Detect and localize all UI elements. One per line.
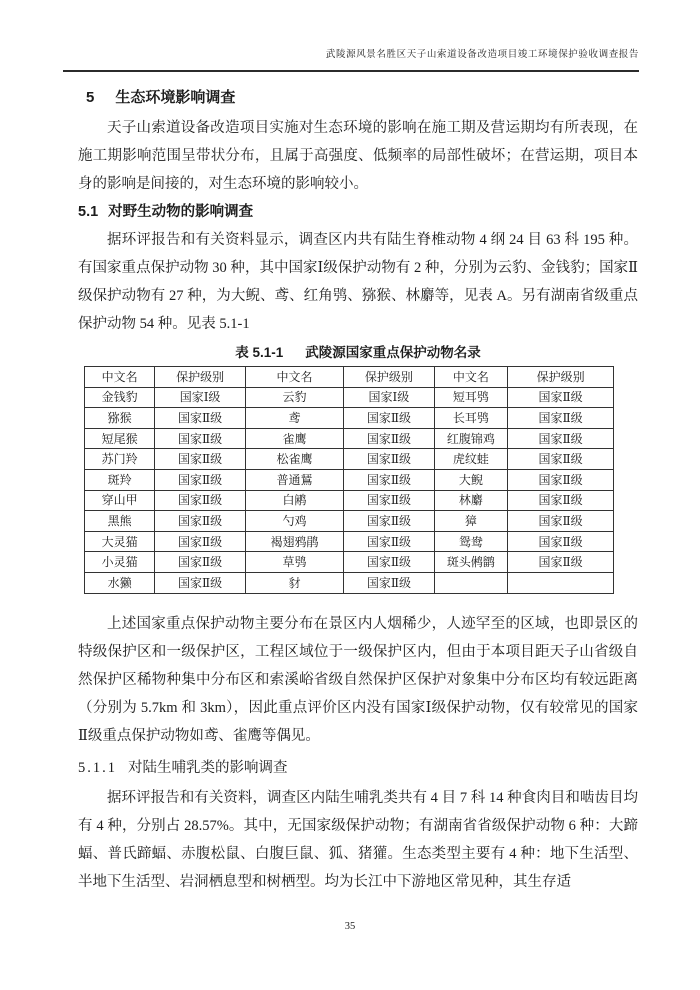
table-row	[85, 408, 614, 429]
table-cell: 红腹锦鸡	[434, 428, 508, 449]
table-row	[85, 449, 614, 470]
section-5-heading	[86, 88, 638, 108]
table-row	[85, 511, 614, 532]
protected-animals-table	[84, 366, 614, 594]
table-cell: 国家Ⅱ级	[155, 572, 245, 593]
page-content	[78, 82, 638, 896]
table-cell: 国家Ⅱ级	[155, 449, 245, 470]
table-cell: 长耳鸮	[434, 408, 508, 429]
table-cell: 雀鹰	[245, 428, 343, 449]
table-row	[85, 531, 614, 552]
table-cell: 短尾猴	[85, 428, 155, 449]
table-cell: 国家Ⅱ级	[155, 469, 245, 490]
table-cell: 小灵猫	[85, 552, 155, 573]
section-5-1-1-title: 对陆生哺乳类的影响调查	[128, 759, 288, 776]
table-cell: 斑头鸺鹠	[434, 552, 508, 573]
table-cell: 穿山甲	[85, 490, 155, 511]
table-cell: 国家Ⅱ级	[344, 490, 434, 511]
table-cell: 国家Ⅱ级	[155, 428, 245, 449]
table-row	[85, 428, 614, 449]
paragraph-mammals-survey: 据环评报告和有关资料，调查区内陆生哺乳类共有 4 目 7 科 14 种食肉目和啮齿目均有 4 种，分别占 28.57%。其中，无国家级保护动物；有湖南省省级保护动物 6 种：大蹄蝠、普氏蹄蝠、赤腹松鼠、白腹巨鼠、狐、猪獾。生态类型主要有 4 种：地下生活型、半地下生活型、岩洞栖息型和树栖型。均为长江中下游地区常见种，其生存适	[78, 789, 638, 890]
table-cell: 普通鵟	[245, 469, 343, 490]
table-cell: 林麝	[434, 490, 508, 511]
table-cell: 大鲵	[434, 469, 508, 490]
table-cell: 鸳鸯	[434, 531, 508, 552]
table-cell: 苏门羚	[85, 449, 155, 470]
table-cell: 国家Ⅱ级	[344, 511, 434, 532]
table-cell: 国家Ⅱ级	[508, 408, 614, 429]
table-cell: 国家Ⅱ级	[344, 531, 434, 552]
running-header-title: 武陵源风景名胜区天子山索道设备改造项目竣工环境保护验收调查报告	[325, 50, 639, 60]
table-cell: 国家Ⅱ级	[155, 531, 245, 552]
table-header-cell: 保护级别	[508, 367, 614, 388]
table-header-cell: 中文名	[245, 367, 343, 388]
table-cell: 松雀鹰	[245, 449, 343, 470]
table-header-cell: 中文名	[434, 367, 508, 388]
table-header-cell: 保护级别	[155, 367, 245, 388]
table-cell: 虎纹蛙	[434, 449, 508, 470]
table-cell: 褐翅鸦鹃	[245, 531, 343, 552]
table-cell: 国家Ⅱ级	[508, 469, 614, 490]
table-caption-title: 武陵源国家重点保护动物名录	[305, 345, 481, 360]
page-number: 35	[344, 921, 356, 932]
table-cell: 国家Ⅱ级	[508, 490, 614, 511]
running-header	[64, 46, 639, 60]
table-cell: 国家Ⅱ级	[508, 552, 614, 573]
table-cell: 水獭	[85, 572, 155, 593]
table-row	[85, 387, 614, 408]
table-cell: 勺鸡	[245, 511, 343, 532]
table-cell: 草鸮	[245, 552, 343, 573]
table-cell: 短耳鸮	[434, 387, 508, 408]
table-cell: 国家Ⅱ级	[155, 511, 245, 532]
table-row	[85, 572, 614, 593]
section-5-title: 生态环境影响调查	[115, 89, 236, 106]
header-rule	[63, 70, 639, 72]
table-header-cell: 中文名	[85, 367, 155, 388]
table-caption	[78, 345, 638, 361]
table-cell: 国家Ⅱ级	[508, 449, 614, 470]
paragraph-distribution-analysis: 上述国家重点保护动物主要分布在景区内人烟稀少，人迹罕至的区域，也即景区的特级保护区和一级保护区，工程区域位于一级保护区内，但由于本项目距天子山省级自然保护区稀物种集中分布区和索溪峪省级自然保护区保护对象集中分布区均有较远距离（分别为 5.7km 和 3km），因此重点评价区内没有国家Ⅰ级保护动物，仅有较常见的国家Ⅱ级重点保护动物如鸢、雀鹰等偶见。	[78, 615, 638, 744]
table-cell: 国家Ⅱ级	[155, 552, 245, 573]
table-cell: 国家Ⅱ级	[344, 552, 434, 573]
table-cell: 黑熊	[85, 511, 155, 532]
table-cell: 国家Ⅱ级	[508, 511, 614, 532]
table-cell: 国家Ⅱ级	[344, 408, 434, 429]
table-cell: 斑羚	[85, 469, 155, 490]
paragraph-wildlife-survey: 据环评报告和有关资料显示，调查区内共有陆生脊椎动物 4 纲 24 目 63 科 195 种。有国家重点保护动物 30 种，其中国家Ⅰ级保护动物有 2 种，分别为云豹、金钱豹；国家Ⅱ级保护动物有 27 种，为大鲵、鸢、红角鸮、猕猴、林麝等，见表 A。另有湖南省级重点保护动物 54 种。见表 5.1-1	[78, 232, 638, 332]
table-cell: 国家Ⅱ级	[508, 531, 614, 552]
table-cell	[434, 572, 508, 593]
table-cell: 大灵猫	[85, 531, 155, 552]
table-cell: 国家Ⅱ级	[508, 387, 614, 408]
table-cell: 国家Ⅱ级	[344, 469, 434, 490]
table-cell	[508, 572, 614, 593]
table-cell: 国家Ⅱ级	[344, 572, 434, 593]
table-cell: 国家Ⅱ级	[344, 449, 434, 470]
table-cell: 白鹇	[245, 490, 343, 511]
table-cell: 猕猴	[85, 408, 155, 429]
table-cell: 獐	[434, 511, 508, 532]
section-5-1-1-number: 5.1.1	[78, 759, 117, 776]
table-row	[85, 552, 614, 573]
table-cell: 国家Ⅱ级	[344, 428, 434, 449]
table-header-row	[85, 367, 614, 388]
table-cell: 国家Ⅱ级	[155, 408, 245, 429]
table-row	[85, 490, 614, 511]
table-caption-label: 表 5.1-1	[235, 345, 284, 360]
section-5-1-heading	[78, 202, 638, 222]
table-cell: 国家Ⅰ级	[155, 387, 245, 408]
table-cell: 云豹	[245, 387, 343, 408]
section-5-1-number: 5.1	[78, 204, 99, 220]
table-row	[85, 469, 614, 490]
section-5-1-1-heading	[78, 758, 638, 778]
table-cell: 国家Ⅱ级	[508, 428, 614, 449]
section-5-1-title: 对野生动物的影响调查	[108, 204, 254, 220]
table-cell: 国家Ⅱ级	[155, 490, 245, 511]
table-cell: 鸢	[245, 408, 343, 429]
section-5-number: 5	[86, 89, 95, 106]
paragraph-eco-impact-overview: 天子山索道设备改造项目实施对生态环境的影响在施工期及营运期均有所表现，在施工期影响范围呈带状分布，且属于高强度、低频率的局部性破坏；在营运期，项目本身的影响是间接的，对生态环境的影响较小。	[78, 120, 638, 192]
table-cell: 国家Ⅰ级	[344, 387, 434, 408]
table-cell: 豺	[245, 572, 343, 593]
table-cell: 金钱豹	[85, 387, 155, 408]
table-header-cell: 保护级别	[344, 367, 434, 388]
